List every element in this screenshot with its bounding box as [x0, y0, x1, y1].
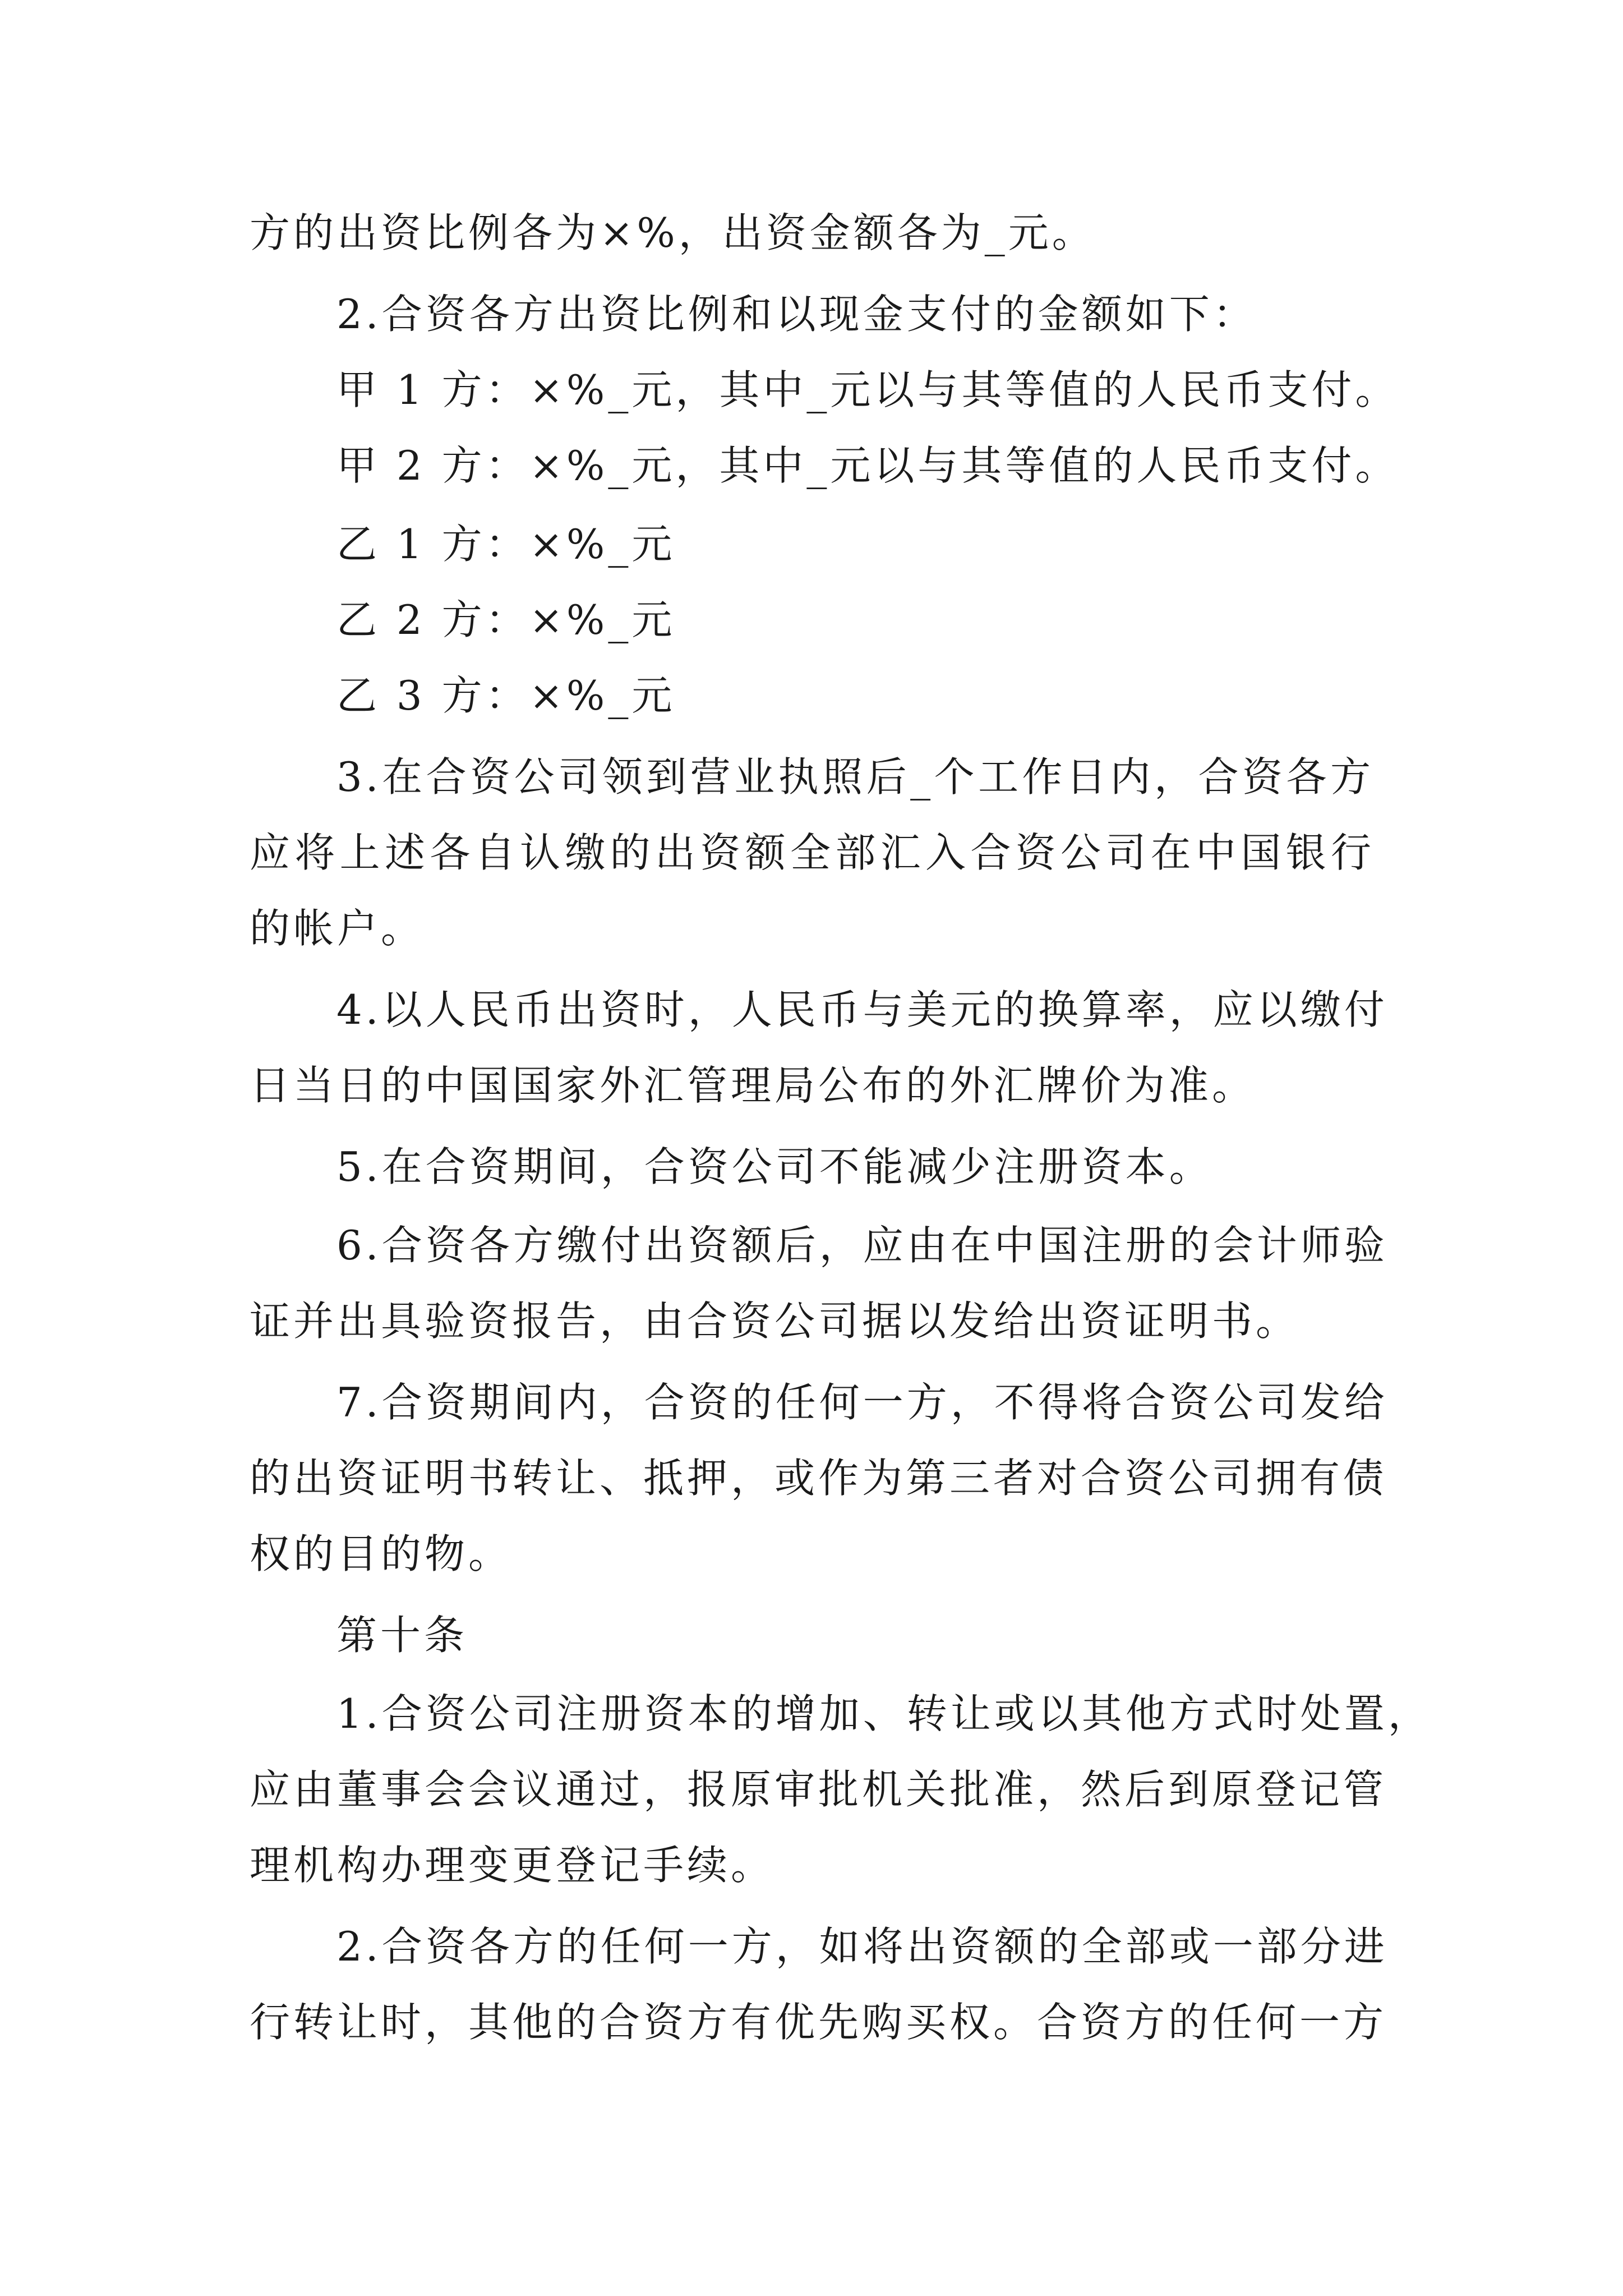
paragraph-line: 甲 1 方：×%_元，其中_元以与其等值的人民币支付。 [336, 366, 1399, 413]
paragraph-line: 1.合资公司注册资本的增加、转让或以其他方式时处置， [336, 1690, 1432, 1737]
paragraph-line: 日当日的中国国家外汇管理局公布的外汇牌价为准。 [250, 1062, 1256, 1109]
paragraph-line: 证并出具验资报告，由合资公司据以发给出资证明书。 [250, 1297, 1300, 1345]
paragraph-line: 2.合资各方的任何一方，如将出资额的全部或一部分进 [336, 1923, 1388, 1970]
paragraph-line: 应将上述各自认缴的出资额全部汇入合资公司在中国银行 [250, 829, 1375, 876]
paragraph-line: 6.合资各方缴付出资额后，应由在中国注册的会计师验 [336, 1222, 1388, 1269]
paragraph-line: 2.合资各方出资比例和以现金支付的金额如下： [336, 291, 1257, 338]
paragraph-line: 7.合资期间内，合资的任何一方，不得将合资公司发给 [336, 1379, 1388, 1426]
paragraph-line: 乙 3 方：×%_元 [336, 672, 676, 719]
paragraph-line: 乙 2 方：×%_元 [336, 596, 676, 643]
paragraph-line: 行转让时，其他的合资方有优先购买权。合资方的任何一方 [250, 1999, 1387, 2046]
paragraph-line: 方的出资比例各为×%，出资金额各为_元。 [250, 209, 1096, 256]
paragraph-line: 的出资证明书转让、抵押，或作为第三者对合资公司拥有债 [250, 1455, 1387, 1502]
paragraph-line: 权的目的物。 [250, 1530, 513, 1577]
paragraph-line: 的帐户。 [250, 905, 425, 952]
paragraph-line: 应由董事会会议通过，报原审批机关批准，然后到原登记管 [250, 1766, 1387, 1813]
paragraph-line: 甲 2 方：×%_元，其中_元以与其等值的人民币支付。 [336, 442, 1399, 489]
paragraph-line: 理机构办理变更登记手续。 [250, 1842, 775, 1889]
paragraph-line: 5.在合资期间，合资公司不能减少注册资本。 [336, 1143, 1213, 1190]
paragraph-line: 3.在合资公司领到营业执照后_个工作日内，合资各方 [336, 753, 1374, 800]
paragraph-line: 4.以人民币出资时，人民币与美元的换算率，应以缴付 [336, 986, 1388, 1033]
section-heading: 第十条 [336, 1612, 468, 1659]
paragraph-line: 乙 1 方：×%_元 [336, 521, 676, 568]
